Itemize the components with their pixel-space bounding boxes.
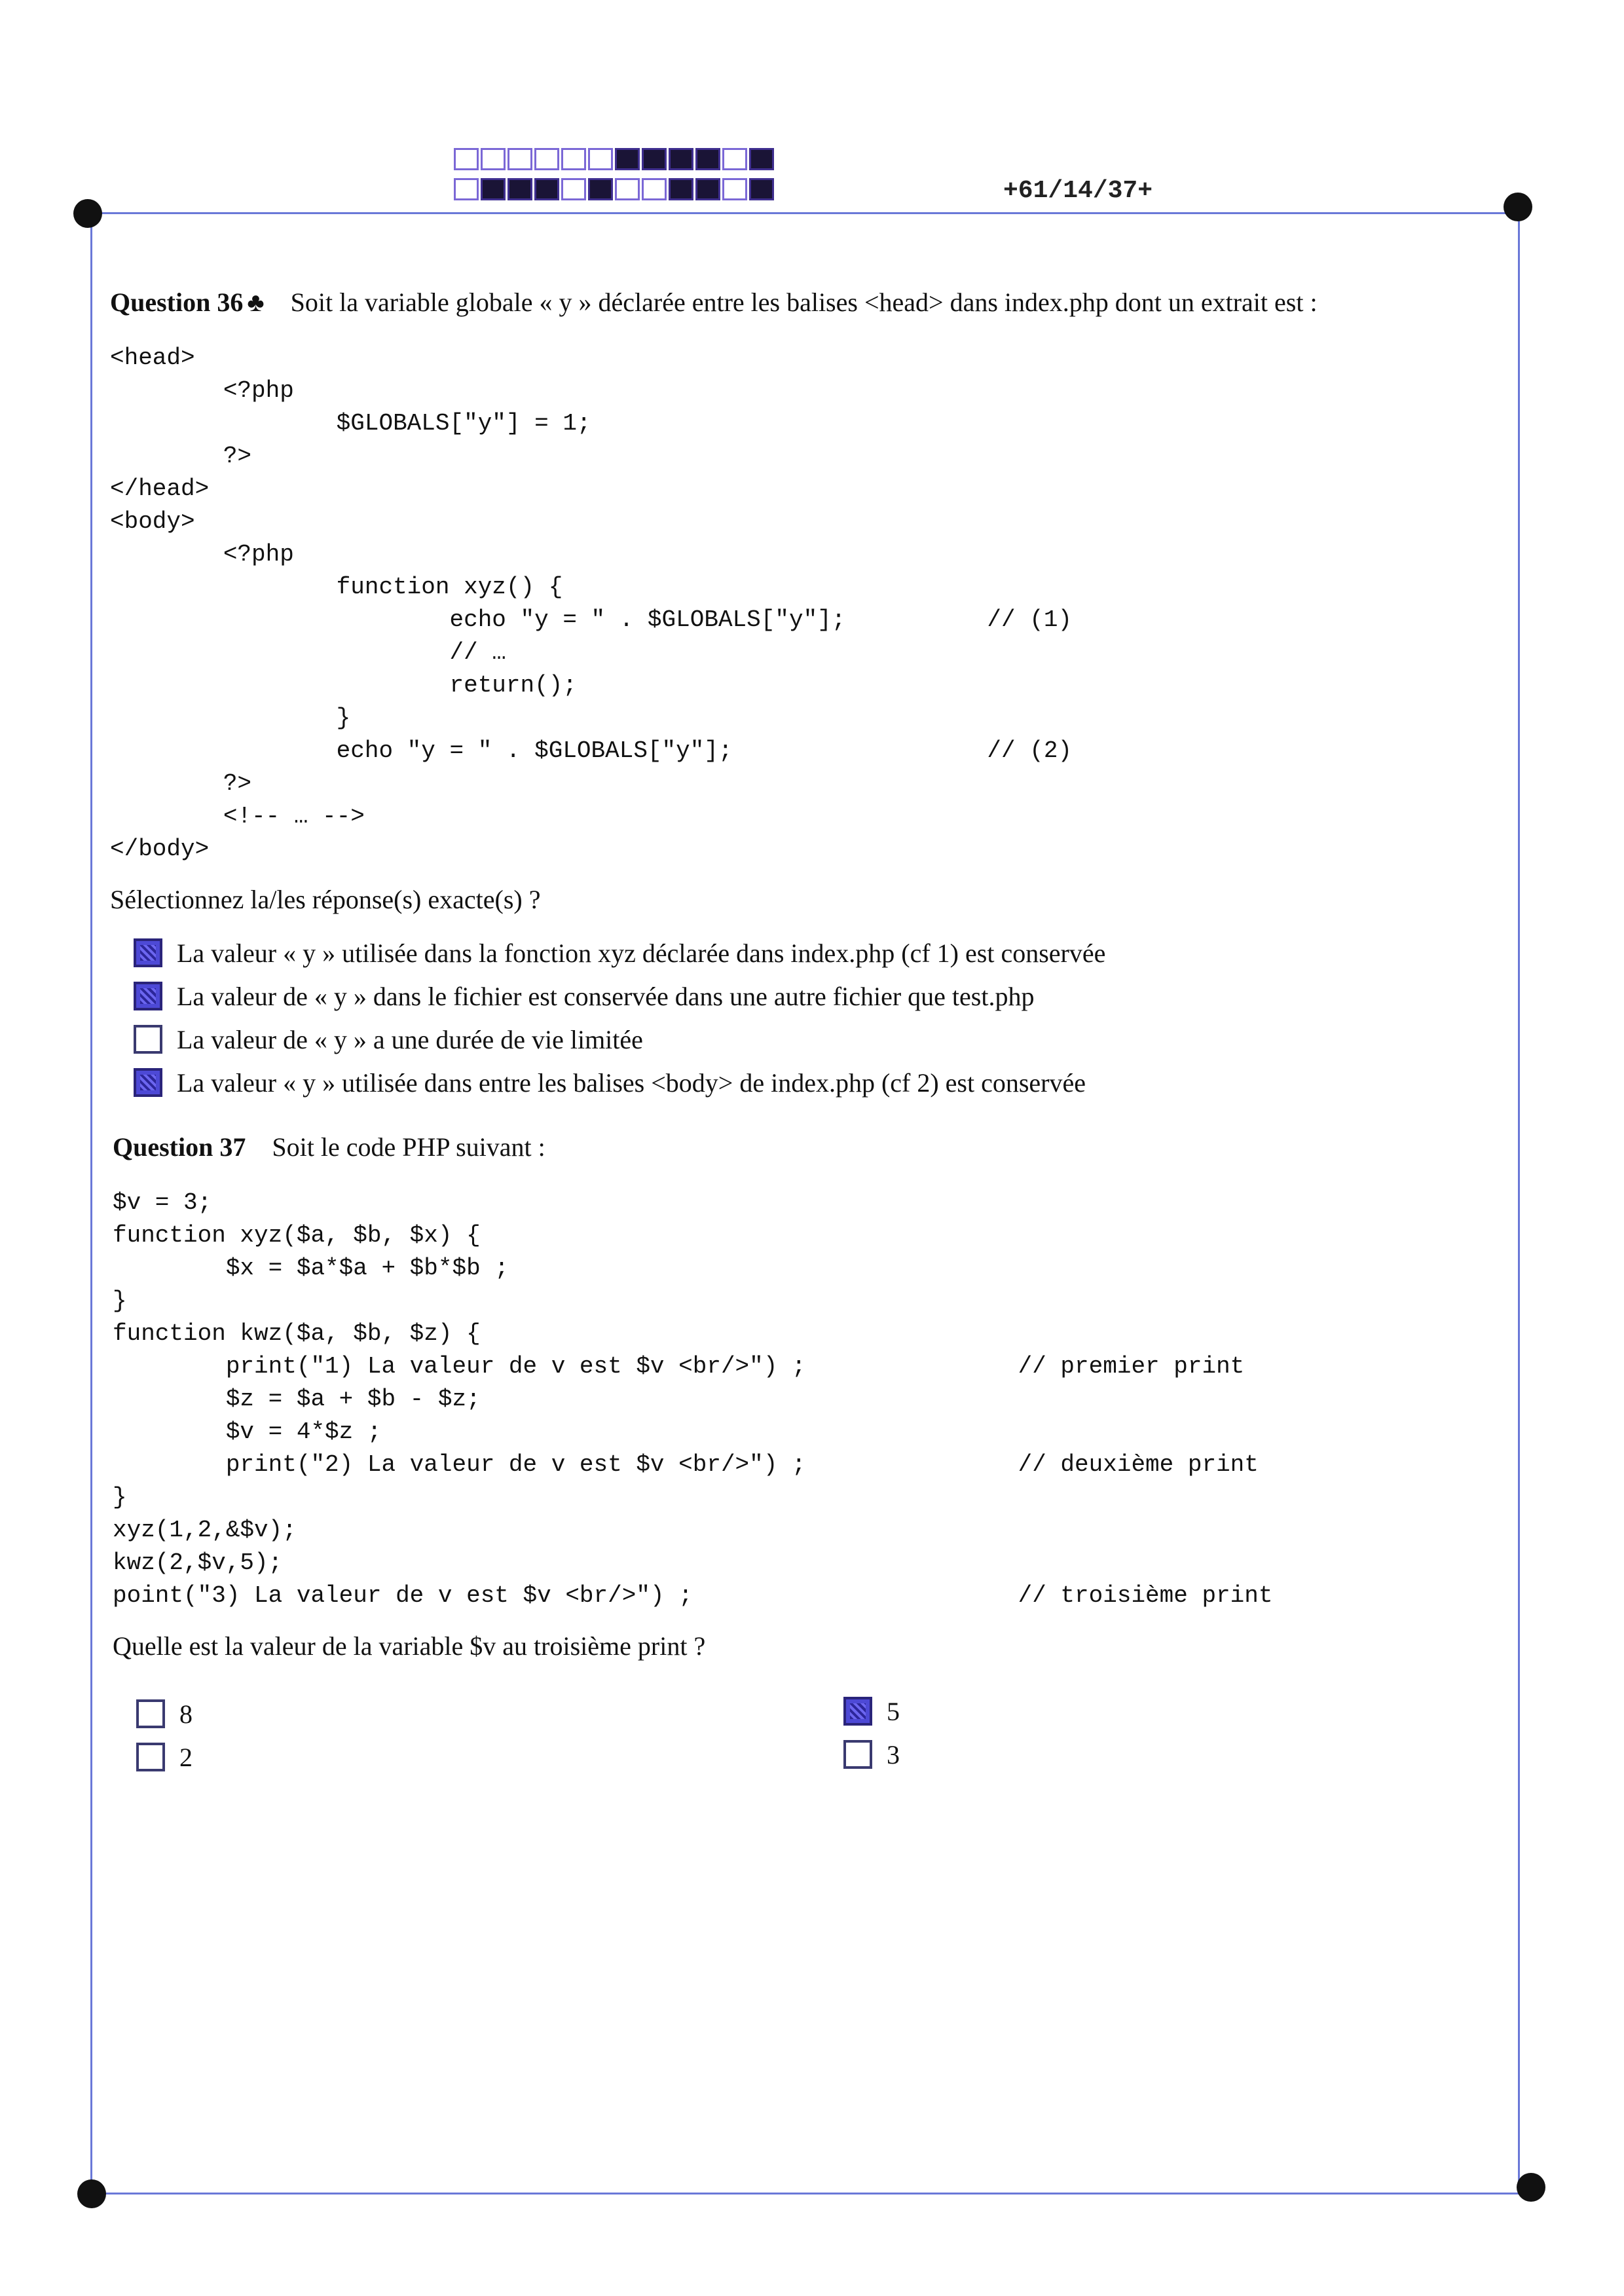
code-cell	[615, 178, 640, 200]
code-cell	[534, 148, 559, 170]
answer-checkbox[interactable]	[134, 1025, 162, 1054]
code-cell	[722, 178, 747, 200]
code-cell	[507, 148, 532, 170]
header-code-row-2	[454, 178, 776, 202]
answer-option[interactable]	[134, 974, 1105, 1018]
answer-option[interactable]	[134, 931, 1105, 974]
question-37-header	[113, 1132, 545, 1162]
question-36-code: <head> <?php $GLOBALS["y"] = 1; ?> </head> <body> <?php function xyz() { echo "y = " . $GLOBALS["y"]; // (1) // … return(); } echo "y = " . $GLOBALS["y"]; // (2) ?> <!-- … --> </body>	[110, 344, 1073, 862]
code-cell	[642, 148, 667, 170]
code-cell	[507, 178, 532, 200]
frame-left	[90, 213, 92, 2194]
answer-checkbox[interactable]	[134, 938, 162, 967]
code-cell	[481, 148, 506, 170]
corner-mark-top-right	[1504, 193, 1532, 221]
answer-text: 2	[179, 1742, 193, 1772]
code-cell	[669, 148, 693, 170]
question-37-prompt: Quelle est la valeur de la variable $v au troisième print ?	[113, 1631, 706, 1661]
code-cell	[695, 148, 720, 170]
code-cell	[749, 178, 774, 200]
answer-checkbox[interactable]	[843, 1740, 872, 1769]
answer-checkbox[interactable]	[136, 1699, 165, 1728]
question-36-label: Question 36	[110, 287, 244, 317]
question-36-answers	[134, 931, 1105, 1104]
answer-text: La valeur « y » utilisée dans la fonction xyz déclarée dans index.php (cf 1) est conservée	[177, 938, 1106, 968]
question-36-header	[110, 287, 1318, 318]
answer-text: La valeur « y » utilisée dans entre les balises <body> de index.php (cf 2) est conservée	[177, 1067, 1086, 1098]
question-37-intro: Soit le code PHP suivant :	[272, 1132, 545, 1162]
code-cell	[561, 148, 586, 170]
code-cell	[642, 178, 667, 200]
header-code-row-1	[454, 148, 776, 172]
answer-text: 5	[887, 1696, 900, 1726]
answer-option[interactable]	[136, 1735, 193, 1779]
question-37-answers-left	[136, 1692, 193, 1779]
code-cell	[454, 178, 479, 200]
answer-checkbox[interactable]	[134, 982, 162, 1010]
answer-option[interactable]	[134, 1018, 1105, 1061]
code-cell	[534, 178, 559, 200]
code-cell	[588, 178, 613, 200]
code-cell	[722, 148, 747, 170]
code-cell	[615, 148, 640, 170]
code-cell	[749, 148, 774, 170]
corner-mark-bottom-right	[1517, 2173, 1545, 2202]
answer-option[interactable]	[134, 1061, 1105, 1104]
corner-mark-bottom-left	[77, 2179, 106, 2208]
frame-top	[92, 212, 1519, 214]
code-cell	[481, 178, 506, 200]
code-cell	[561, 178, 586, 200]
answer-option[interactable]	[843, 1733, 900, 1776]
answer-text: 8	[179, 1699, 193, 1729]
code-cell	[454, 148, 479, 170]
frame-bottom	[92, 2193, 1532, 2194]
corner-mark-top-left	[73, 199, 102, 228]
code-cell	[588, 148, 613, 170]
question-37-answers-right	[843, 1690, 900, 1776]
question-37-label: Question 37	[113, 1132, 246, 1162]
question-36-prompt: Sélectionnez la/les réponse(s) exacte(s) ?	[110, 885, 541, 914]
answer-checkbox[interactable]	[136, 1743, 165, 1771]
answer-option[interactable]	[843, 1690, 900, 1733]
frame-right	[1518, 207, 1520, 2191]
answer-option[interactable]	[136, 1692, 193, 1735]
answer-text: La valeur de « y » dans le fichier est conservée dans une autre fichier que test.php	[177, 981, 1035, 1011]
answer-text: La valeur de « y » a une durée de vie limitée	[177, 1024, 643, 1054]
code-cell	[669, 178, 693, 200]
answer-checkbox[interactable]	[843, 1697, 872, 1726]
page-id: +61/14/37+	[1003, 177, 1153, 205]
question-37-code: $v = 3; function xyz($a, $b, $x) { $x = $a*$a + $b*$b ; } function kwz($a, $b, $z) { print("1) La valeur de v est $v <br/>") ; // premier print $z = $a + $b - $z; $v = 4*$z ; print("2) La valeur de v est $v <br/>") ; // deuxième print } xyz(1,2,&$v); kwz(2,$v,5); point("3) La valeur de v est $v <br/>") ; // troisième print	[113, 1189, 1273, 1609]
club-icon: ♣	[247, 287, 265, 317]
code-cell	[695, 178, 720, 200]
answer-text: 3	[887, 1739, 900, 1769]
answer-checkbox[interactable]	[134, 1068, 162, 1097]
question-36-intro: Soit la variable globale « y » déclarée entre les balises <head> dans index.php dont un extrait est :	[290, 287, 1318, 317]
